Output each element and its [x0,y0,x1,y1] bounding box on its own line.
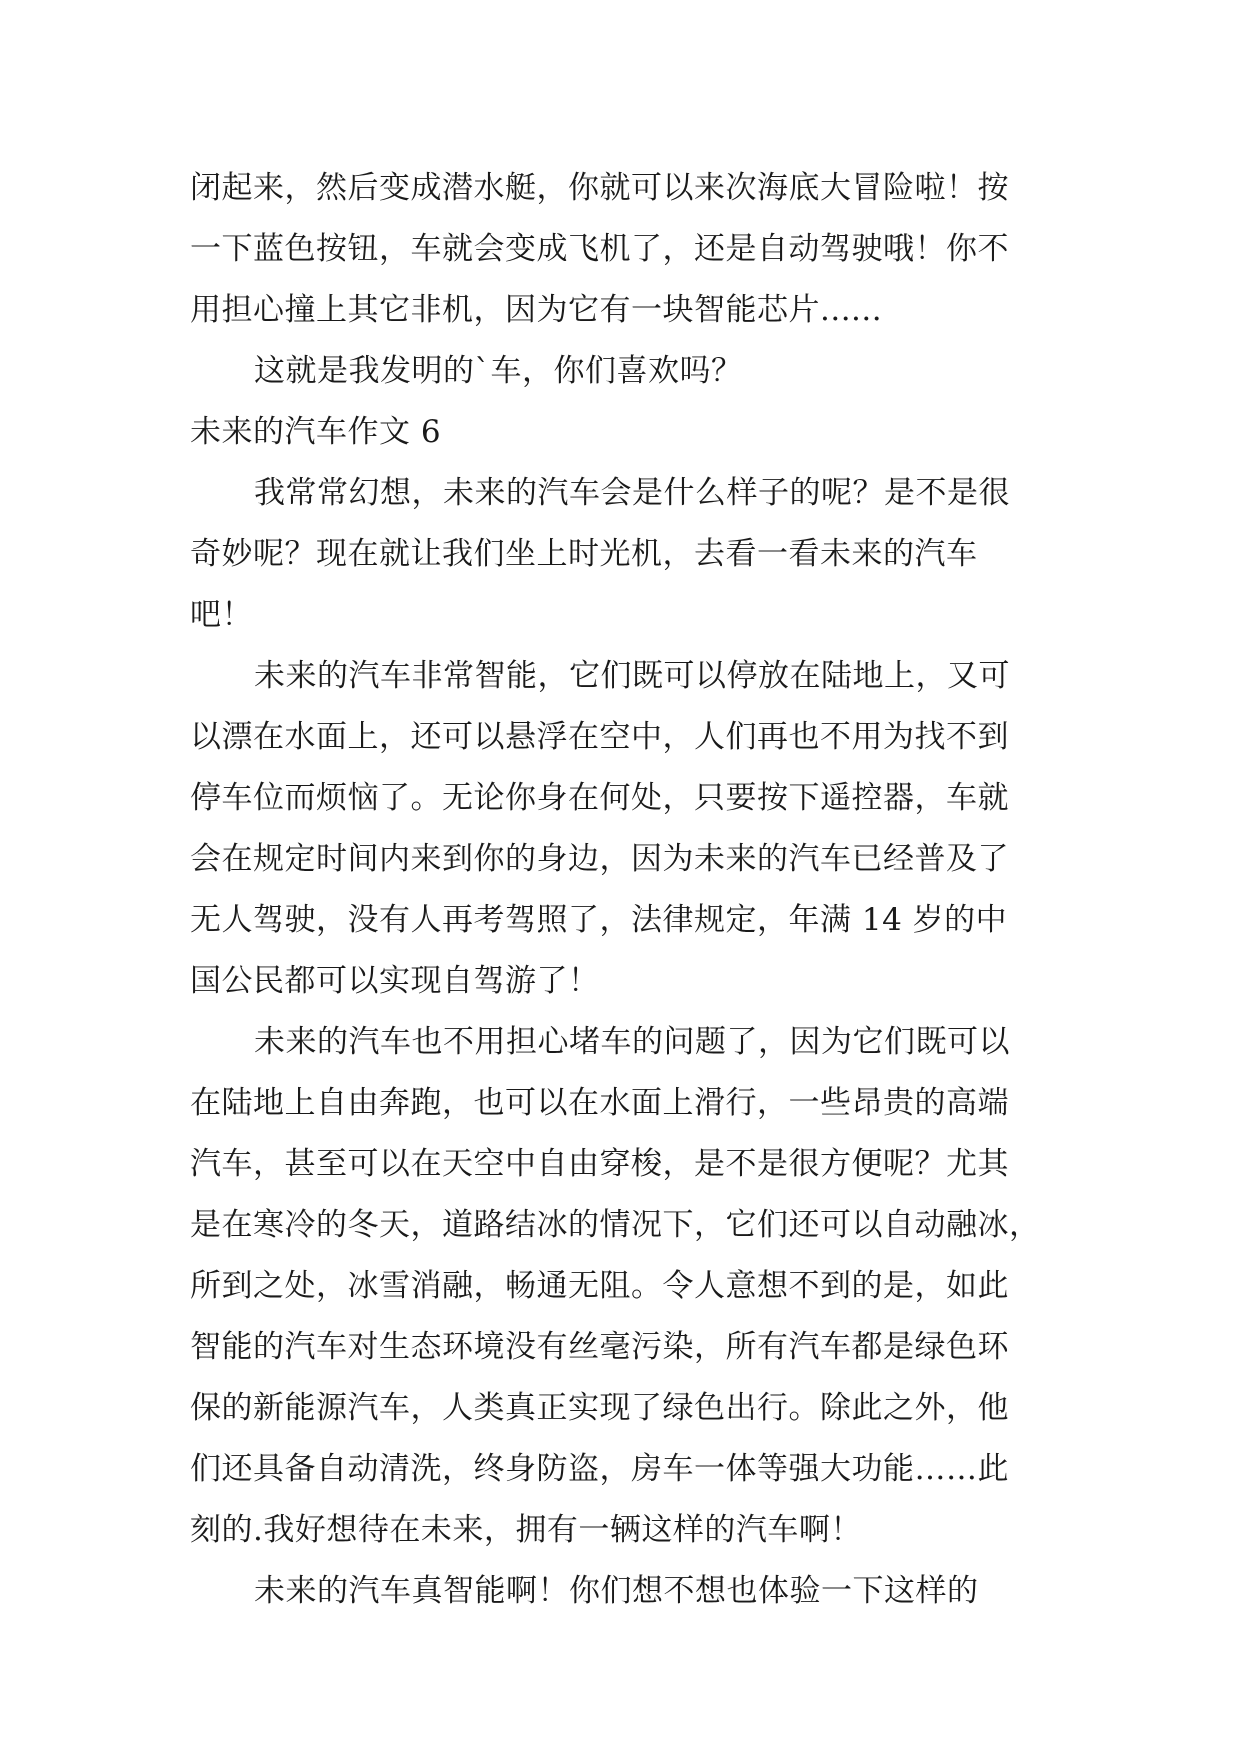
text-line: 以漂在水面上，还可以悬浮在空中，人们再也不用为找不到 [190,719,1009,755]
text-line: 汽车，甚至可以在天空中自由穿梭，是不是很方便呢？尤其 [190,1146,1009,1182]
text-line: 们还具备自动清洗，终身防盗，房车一体等强大功能……此 [190,1451,1009,1487]
text-line: 奇妙呢？现在就让我们坐上时光机，去看一看未来的汽车 [190,536,978,572]
text-line: 智能的汽车对生态环境没有丝毫污染，所有汽车都是绿色环 [190,1329,1009,1365]
text-line: 我常常幻想，未来的汽车会是什么样子的呢？是不是很 [254,475,1010,511]
text-line: 是在寒冷的冬天，道路结冰的情况下，它们还可以自动融冰， [190,1207,1041,1243]
text-line: 无人驾驶，没有人再考驾照了，法律规定，年满 14 岁的中 [190,902,1008,938]
text-line: 未来的汽车也不用担心堵车的问题了，因为它们既可以 [254,1024,1010,1060]
text-line: 在陆地上自由奔跑，也可以在水面上滑行，一些昂贵的高端 [190,1085,1009,1121]
text-line: 刻的.我好想待在未来，拥有一辆这样的汽车啊！ [190,1512,862,1548]
text-line: 用担心撞上其它非机，因为它有一块智能芯片...... [190,292,883,328]
text-line: 所到之处，冰雪消融，畅通无阻。令人意想不到的是，如此 [190,1268,1009,1304]
text-line: 未来的汽车非常智能，它们既可以停放在陆地上，又可 [254,658,1010,694]
text-line: 一下蓝色按钮，车就会变成飞机了，还是自动驾驶哦！你不 [190,231,1009,267]
text-line: 会在规定时间内来到你的身边，因为未来的汽车已经普及了 [190,841,1009,877]
text-line: 未来的汽车真智能啊！你们想不想也体验一下这样的 [254,1573,979,1609]
text-line: 国公民都可以实现自驾游了！ [190,963,600,999]
text-line: 闭起来，然后变成潜水艇，你就可以来次海底大冒险啦！按 [190,170,1009,206]
text-line: 保的新能源汽车，人类真正实现了绿色出行。除此之外，他 [190,1390,1009,1426]
text-line: 这就是我发明的`车，你们喜欢吗？ [254,353,743,389]
section-heading: 未来的汽车作文 6 [190,414,442,450]
text-line: 停车位而烦恼了。无论你身在何处，只要按下遥控器，车就 [190,780,1009,816]
essay-text [190,158,1050,1622]
text-line: 吧！ [190,597,253,633]
